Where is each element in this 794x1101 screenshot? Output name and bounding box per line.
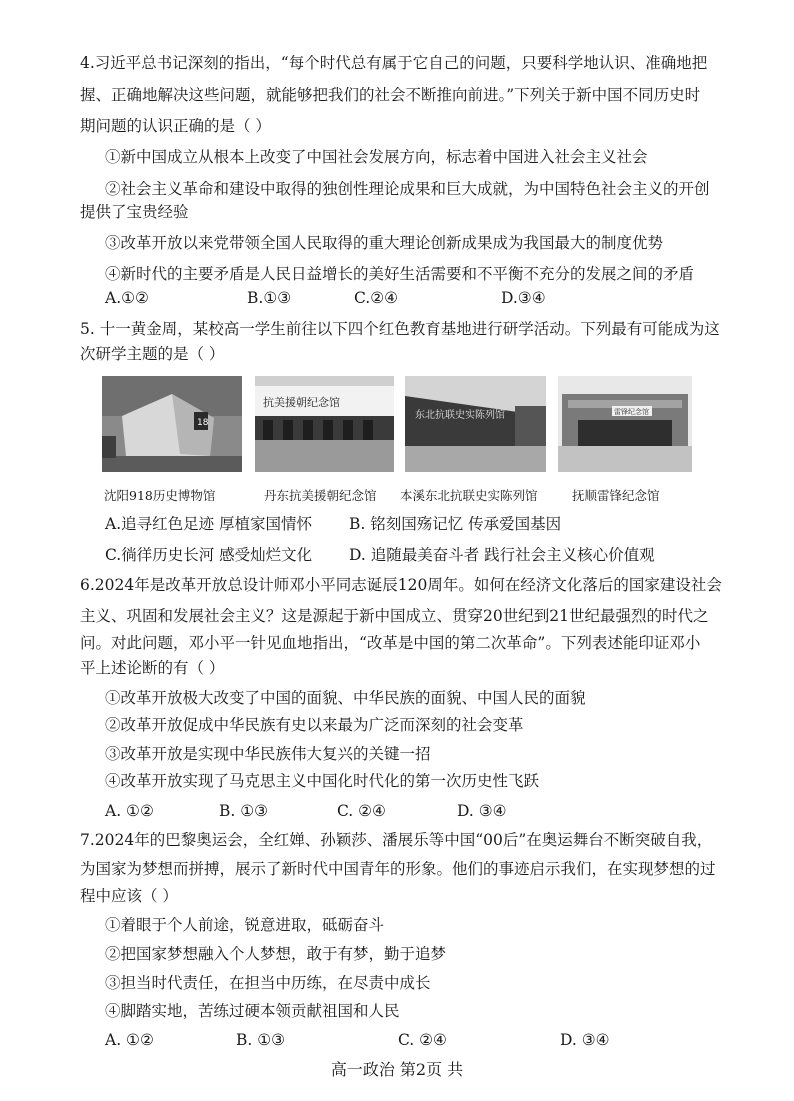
q5-option-d: D. 追随最美奋斗者 践行社会主义核心价值观 bbox=[349, 546, 655, 564]
q7-option-d: D. ③④ bbox=[560, 1031, 610, 1049]
q7-item-4: ④脚踏实地，苦练过硬本领贡献祖国和人民 bbox=[105, 1002, 400, 1020]
q4-item-2: ②社会主义革命和建设中取得的独创性理论成果和巨大成就，为中国特色社会主义的开创 bbox=[105, 180, 710, 198]
q6-option-d: D. ③④ bbox=[457, 802, 507, 820]
q4-option-d: D.③④ bbox=[501, 289, 546, 307]
q6-stem-line-1: 6.2024年是改革开放总设计师邓小平同志诞辰120周年。如何在经济文化落后的国家建设社会 bbox=[80, 576, 722, 594]
q7-item-3: ③担当时代责任，在担当中历练，在尽责中成长 bbox=[105, 974, 431, 992]
q6-stem-line-3: 问。对此问题，邓小平一针见血地指出，“改革是中国的第二次革命”。下列表述能印证邓小 bbox=[80, 634, 701, 652]
q4-item-3: ③改革开放以来党带领全国人民取得的重大理论创新成果成为我国最大的制度优势 bbox=[105, 234, 664, 252]
q6-option-c: C. ②④ bbox=[337, 802, 386, 820]
q7-item-1: ①着眼于个人前途，锐意进取，砥砺奋斗 bbox=[105, 916, 385, 934]
q4-item-1: ①新中国成立从根本上改变了中国社会发展方向，标志着中国进入社会主义社会 bbox=[105, 148, 648, 166]
q4-option-b: B.①③ bbox=[247, 289, 292, 307]
q4-option-c: C.②④ bbox=[354, 289, 399, 307]
q6-item-1: ①改革开放极大改变了中国的面貌、中华民族的面貌、中国人民的面貌 bbox=[105, 689, 586, 707]
photo-benxi-exhibition-hall bbox=[405, 376, 546, 472]
q6-item-2: ②改革开放促成中华民族有史以来最为广泛而深刻的社会变革 bbox=[105, 716, 524, 734]
q7-option-b: B. ①③ bbox=[236, 1031, 286, 1049]
photo-caption-4: 抚顺雷锋纪念馆 bbox=[572, 488, 660, 503]
q4-stem-line-2: 握、正确地解决这些问题，就能够把我们的社会不断推向前进。”下列关于新中国不同历史时 bbox=[80, 86, 701, 104]
q7-stem-line-3: 程中应该（ ） bbox=[80, 887, 178, 905]
q7-stem-line-2: 为国家为梦想而拼搏，展示了新时代中国青年的形象。他们的事迹启示我们，在实现梦想的过 bbox=[80, 860, 716, 878]
photo-dandong-memorial bbox=[255, 376, 394, 472]
q7-option-a: A. ①② bbox=[105, 1031, 154, 1049]
q4-option-a: A.①② bbox=[105, 289, 149, 307]
leifeng-sign-text: 雷锋纪念馆 bbox=[614, 408, 649, 416]
leifeng-hall-image bbox=[558, 376, 692, 472]
page-footer: 高一政治 第2页 共 bbox=[330, 1060, 464, 1079]
q5-option-b: B. 铭刻国殇记忆 传承爱国基因 bbox=[349, 515, 562, 533]
q4-stem-line-3: 期问题的认识正确的是（ ） bbox=[80, 117, 271, 135]
exhibition-hall-image bbox=[405, 376, 546, 472]
q6-option-b: B. ①③ bbox=[219, 802, 269, 820]
q4-item-4: ④新时代的主要矛盾是人民日益增长的美好生活需要和不平衡不充分的发展之间的矛盾 bbox=[105, 265, 695, 283]
q5-option-c: C.徜徉历史长河 感受灿烂文化 bbox=[105, 546, 313, 564]
q5-option-a: A.追寻红色足迹 厚植家国情怀 bbox=[105, 515, 313, 533]
photo-caption-1: 沈阳918历史博物馆 bbox=[104, 488, 216, 503]
q6-item-4: ④改革开放实现了马克思主义中国化时代化的第一次历史性飞跃 bbox=[105, 772, 540, 790]
monument-sign-text: 18 bbox=[197, 418, 209, 428]
q4-stem-line-1: 4.习近平总书记深刻的指出，“每个时代总有属于它自己的问题，只要科学地认识、准确地把 bbox=[80, 54, 708, 72]
q6-option-a: A. ①② bbox=[105, 802, 154, 820]
exhibition-sign-text: 东北抗联史实陈列馆 bbox=[415, 410, 505, 421]
photo-caption-3: 本溪东北抗联史实陈列馆 bbox=[400, 488, 538, 503]
photo-shenyang-918-museum bbox=[102, 376, 242, 472]
q5-stem-line-2: 次研学主题的是（ ） bbox=[80, 345, 225, 363]
monument-image bbox=[102, 376, 242, 472]
q4-item-2-cont: 提供了宝贵经验 bbox=[80, 203, 189, 221]
q7-option-c: C. ②④ bbox=[398, 1031, 447, 1049]
q7-stem-line-1: 7.2024年的巴黎奥运会，全红婵、孙颖莎、潘展乐等中国“00后”在奥运舞台不断突破自我， bbox=[80, 831, 713, 849]
q6-stem-line-2: 主义、巩固和发展社会主义？这是源起于新中国成立、贯穿20世纪到21世纪最强烈的时代之 bbox=[80, 607, 709, 625]
photo-caption-2: 丹东抗美援朝纪念馆 bbox=[264, 488, 377, 503]
q5-stem-line-1: 5. 十一黄金周，某校高一学生前往以下四个红色教育基地进行研学活动。下列最有可能成为这 bbox=[80, 320, 720, 338]
memorial-sign-text: 抗美援朝纪念馆 bbox=[263, 396, 340, 409]
photo-fushun-leifeng-memorial bbox=[558, 376, 692, 472]
memorial-hall-image bbox=[255, 376, 394, 472]
q6-item-3: ③改革开放是实现中华民族伟大复兴的关键一招 bbox=[105, 745, 431, 763]
q6-stem-line-4: 平上述论断的有（ ） bbox=[80, 659, 225, 677]
q7-item-2: ②把国家梦想融入个人梦想，敢于有梦，勤于追梦 bbox=[105, 945, 447, 963]
